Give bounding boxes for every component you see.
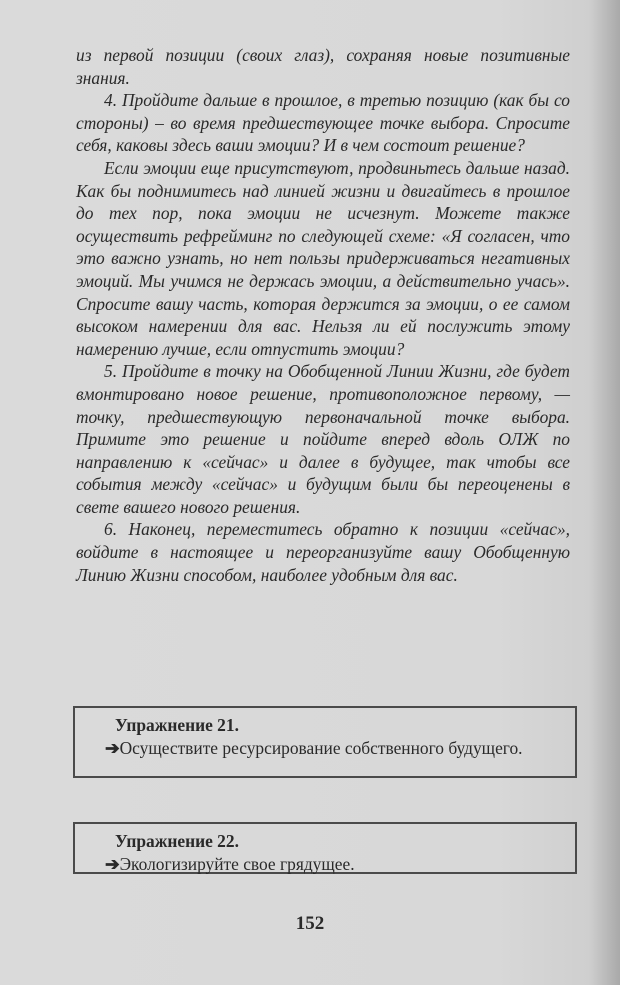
exercise-21-body: [89, 737, 565, 760]
exercise-22-box: [73, 822, 577, 874]
paragraph-emotions: Если эмоции еще присутствуют, продвиньтесь дальше назад. Как бы поднимитесь над линией жизни и двигайтесь в прошлое до тех пор, пока эмоции не исчезнут. Можете также осуществить рефрейминг по следующей схеме: «Я согласен, что это важно узнать, но нет пользы придерживаться негативных эмоций. Мы учимся не держась эмоции, а действительно учась». Спросите вашу часть, которая держится за эмоции, о ее самом высоком намерении для вас. Нельзя ли ей послужить этому намерению лучше, если отпустить эмоции?: [76, 157, 570, 359]
arrow-right-icon: ➔: [105, 854, 120, 874]
exercise-22-body: [89, 853, 565, 876]
exercise-21-box: [73, 706, 577, 778]
arrow-right-icon: ➔: [105, 738, 120, 758]
paragraph-step-6: 6. Наконец, переместитесь обратно к позиции «сейчас», войдите в настоящее и переорганизуйте вашу Обобщенную Линию Жизни способом, наиболее удобным для вас.: [76, 519, 570, 585]
exercise-21-text: Осуществите ресурсирование собственного будущего.: [119, 738, 523, 758]
paragraph-step-5: 5. Пройдите в точку на Обобщенной Линии Жизни, где будет вмонтировано новое решение, противоположное первому, — точку, предшествующую первоначальной точке выбора. Примите это решение и пойдите вперед вдоль ОЛЖ по направлению к «сейчас» и далее в будущее, так чтобы все события между «сейчас» и будущим были бы переоценены в свете вашего нового решения.: [76, 361, 570, 517]
body-text: [76, 44, 570, 586]
exercise-21-title: Упражнение 21.: [115, 715, 239, 735]
paragraph-step-4: 4. Пройдите дальше в прошлое, в третью позицию (как бы со стороны) – во время предшествующее точке выбора. Спросите себя, каковы здесь ваши эмоции? И в чем состоит решение?: [76, 90, 570, 156]
page-number: 152: [295, 913, 325, 934]
exercise-22-title: Упражнение 22.: [115, 831, 239, 851]
exercise-22-text: Экологизируйте свое грядущее.: [119, 854, 355, 874]
paragraph-continuation: из первой позиции (своих глаз), сохраняя новые позитивные знания.: [76, 45, 570, 88]
